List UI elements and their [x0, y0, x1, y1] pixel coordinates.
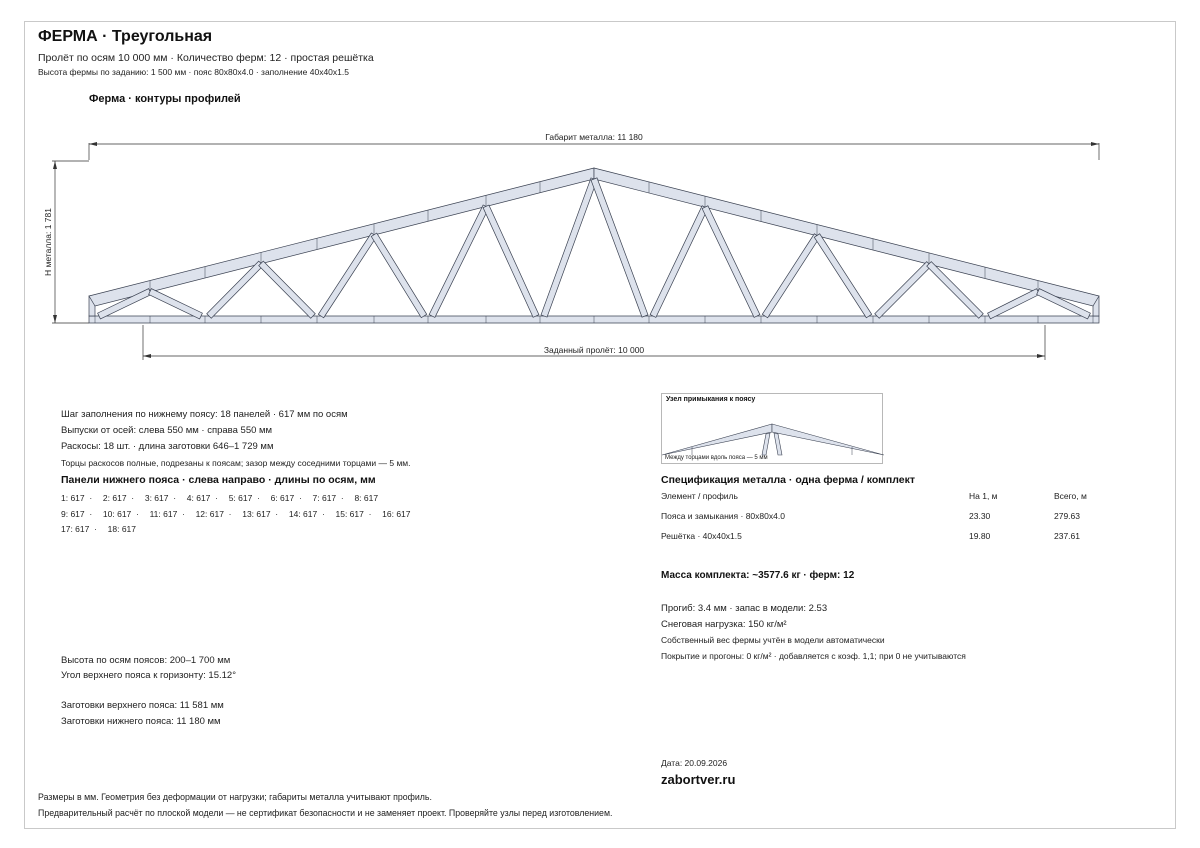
- truss-drawing: [0, 0, 1200, 370]
- web-brace: [875, 262, 932, 319]
- web-brace: [483, 205, 539, 317]
- fill-step-info: Шаг заполнения по нижнему поясу: 18 панелей · 617 мм по осям: [61, 409, 348, 420]
- overall-dimension-label: Габарит металла: 11 180: [545, 132, 643, 142]
- panel-item: 3: 617 ·: [144, 493, 181, 503]
- panel-item: 18: 617: [107, 524, 137, 534]
- panel-item: 15: 617 ·: [335, 508, 377, 519]
- panels-row: [61, 522, 461, 538]
- page-subtitle-params: Высота фермы по заданию: 1 500 мм · пояс 80x80x4.0 · заполнение 40x40x1.5: [38, 67, 349, 77]
- node-detail-title: Узел примыкания к поясу: [666, 396, 756, 403]
- arrow-head: [143, 354, 151, 358]
- panel-item: 1: 617 ·: [61, 493, 97, 503]
- span-dimension-label: Заданный пролёт: 10 000: [543, 345, 645, 355]
- panels-title: Панели нижнего пояса · слева направо · длины по осям, мм: [61, 474, 376, 486]
- page-title: ФЕРМА · Треугольная: [38, 28, 213, 45]
- spec-title: Спецификация металла · одна ферма / комплект: [661, 474, 916, 486]
- web-brace: [650, 206, 708, 318]
- spec-table: [661, 491, 1121, 551]
- arrow-head: [53, 315, 57, 323]
- web-brace: [988, 289, 1040, 319]
- panel-item: 16: 617: [382, 508, 411, 519]
- spec-header-per-one: На 1, м: [969, 491, 998, 501]
- panel-item: 13: 617 ·: [242, 508, 283, 519]
- web-brace: [429, 205, 489, 317]
- arrow-head: [1037, 354, 1045, 358]
- date: Дата: 20.09.2026: [661, 758, 728, 768]
- panel-item: 10: 617 ·: [102, 508, 144, 519]
- web-brace: [591, 178, 648, 317]
- page-subtitle: Пролёт по осям 10 000 мм · Количество ферм: 12 · простая решётка: [38, 52, 374, 64]
- spec-row: [661, 511, 1121, 531]
- panel-item: 8: 617: [354, 493, 379, 503]
- spec-header-row: [661, 491, 1121, 511]
- overhangs-info: Выпуски от осей: слева 550 мм · справа 550 мм: [61, 425, 273, 436]
- panel-item: 2: 617 ·: [102, 493, 139, 503]
- node-top-chord-left: [662, 424, 772, 455]
- panel-item: 12: 617 ·: [195, 508, 237, 519]
- spec-row-per-one: 23.30: [969, 511, 991, 521]
- panels-list: [61, 491, 461, 538]
- arrow-head: [89, 142, 97, 146]
- node-detail-box: [661, 393, 883, 464]
- height-dimension-label: H металла: 1 781: [43, 208, 53, 276]
- truss-profiles: [89, 168, 1099, 323]
- spec-row-per-one: 19.80: [969, 531, 991, 541]
- node-top-chord-right: [772, 424, 884, 455]
- footer-note-disclaimer: Предварительный расчёт по плоской модели — не сертификат безопасности и не заменяет проект. Проверяйте узлы перед изготовлением.: [38, 808, 613, 818]
- top-chord-blanks: Заготовки верхнего пояса: 11 581 мм: [61, 700, 224, 711]
- web-brace: [259, 261, 316, 318]
- spec-row-element: Пояса и замыкания · 80x80x4.0: [661, 511, 785, 521]
- web-brace: [762, 234, 819, 318]
- spec-row-total: 279.63: [1054, 511, 1080, 521]
- web-brace: [149, 289, 203, 319]
- brace-ends-info: Торцы раскосов полные, подрезаны к поясам; зазор между соседними торцами — 5 мм.: [61, 458, 411, 468]
- heights-info: Высота по осям поясов: 200–1 700 мм: [61, 655, 231, 666]
- panel-item: 6: 617 ·: [270, 493, 307, 503]
- footer-note-dimensions: Размеры в мм. Геометрия без деформации от нагрузки; габариты металла учитывают профиль.: [38, 792, 432, 802]
- arrow-head: [1091, 142, 1099, 146]
- web-brace: [702, 206, 760, 318]
- kit-mass: Масса комплекта: ~3577.6 кг · ферм: 12: [661, 570, 855, 581]
- panel-item: 5: 617 ·: [228, 493, 265, 503]
- spec-header-total: Всего, м: [1054, 491, 1087, 501]
- node-brace-right: [774, 433, 782, 455]
- arrow-head: [53, 161, 57, 169]
- web-brace: [541, 178, 597, 317]
- spec-row-total: 237.61: [1054, 531, 1080, 541]
- panel-item: 4: 617 ·: [186, 493, 223, 503]
- self-weight-info: Собственный вес фермы учтён в модели автоматически: [661, 635, 885, 645]
- panel-item: 11: 617 ·: [149, 508, 190, 519]
- node-brace-left: [762, 433, 770, 455]
- brand-name: zabortver.ru: [661, 772, 736, 787]
- snow-load-info: Снеговая нагрузка: 150 кг/м²: [661, 619, 787, 630]
- spec-row: [661, 531, 1121, 551]
- braces-info: Раскосы: 18 шт. · длина заготовки 646–1 729 мм: [61, 441, 274, 452]
- panel-item: 17: 617 ·: [61, 524, 102, 534]
- web-brace: [371, 233, 426, 318]
- panel-item: 14: 617 ·: [288, 508, 330, 519]
- node-detail-caption: Между торцами вдоль пояса — 5 мм: [665, 455, 768, 461]
- drawing-section-title: Ферма · контуры профилей: [89, 93, 241, 105]
- angle-info: Угол верхнего пояса к горизонту: 15.12°: [61, 670, 236, 681]
- panel-item: 7: 617 ·: [312, 493, 349, 503]
- panels-row: [61, 491, 461, 507]
- spec-row-element: Решётка · 40x40x1.5: [661, 531, 742, 541]
- panel-item: 9: 617 ·: [61, 508, 97, 519]
- roofing-info: Покрытие и прогоны: 0 кг/м² · добавляется с коэф. 1,1; при 0 не учитываются: [661, 651, 966, 661]
- bottom-chord-blanks: Заготовки нижнего пояса: 11 180 мм: [61, 716, 221, 727]
- panels-row: [61, 507, 461, 523]
- deflection-info: Прогиб: 3.4 мм · запас в модели: 2.53: [661, 603, 828, 614]
- spec-header-element: Элемент / профиль: [661, 491, 738, 501]
